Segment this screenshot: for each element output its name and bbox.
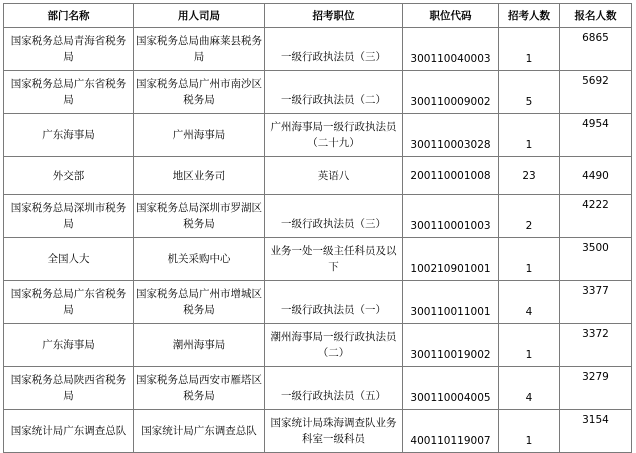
cell-position: 一级行政执法员（三） <box>265 28 403 71</box>
table-row <box>4 281 632 324</box>
cell-dept: 国家税务总局广东省税务局 <box>4 281 134 324</box>
cell-quota: 1 <box>499 238 560 281</box>
cell-quota: 2 <box>499 195 560 238</box>
cell-position: 业务一处一级主任科员及以下 <box>265 238 403 281</box>
cell-code: 300110040003 <box>403 28 499 71</box>
cell-position: 一级行政执法员（二） <box>265 71 403 114</box>
cell-applicants: 3372 <box>560 324 632 367</box>
cell-position: 英语八 <box>265 157 403 195</box>
cell-code: 200110001008 <box>403 157 499 195</box>
cell-position: 一级行政执法员（三） <box>265 195 403 238</box>
cell-code: 100210901001 <box>403 238 499 281</box>
cell-quota: 1 <box>499 28 560 71</box>
table-row <box>4 195 632 238</box>
cell-bureau: 地区业务司 <box>134 157 265 195</box>
cell-dept: 国家税务总局广东省税务局 <box>4 71 134 114</box>
table-row <box>4 367 632 410</box>
cell-applicants: 4490 <box>560 157 632 195</box>
cell-bureau: 广州海事局 <box>134 114 265 157</box>
cell-dept: 国家统计局广东调查总队 <box>4 410 134 453</box>
header-applicants: 报名人数 <box>560 4 632 28</box>
cell-code: 300110009002 <box>403 71 499 114</box>
table-row <box>4 410 632 453</box>
table-body <box>4 28 632 453</box>
table-row <box>4 238 632 281</box>
cell-bureau: 国家税务总局广州市南沙区税务局 <box>134 71 265 114</box>
header-row <box>4 4 632 28</box>
cell-code: 300110019002 <box>403 324 499 367</box>
cell-dept: 国家税务总局深圳市税务局 <box>4 195 134 238</box>
cell-applicants: 3500 <box>560 238 632 281</box>
cell-position: 潮州海事局一级行政执法员（二） <box>265 324 403 367</box>
cell-dept: 广东海事局 <box>4 114 134 157</box>
cell-quota: 1 <box>499 324 560 367</box>
cell-bureau: 潮州海事局 <box>134 324 265 367</box>
cell-code: 300110003028 <box>403 114 499 157</box>
table-row <box>4 157 632 195</box>
cell-dept: 外交部 <box>4 157 134 195</box>
cell-applicants: 5692 <box>560 71 632 114</box>
cell-dept: 广东海事局 <box>4 324 134 367</box>
cell-bureau: 国家税务总局深圳市罗湖区税务局 <box>134 195 265 238</box>
table-row <box>4 324 632 367</box>
cell-bureau: 国家税务总局曲麻莱县税务局 <box>134 28 265 71</box>
cell-applicants: 3377 <box>560 281 632 324</box>
header-code: 职位代码 <box>403 4 499 28</box>
cell-applicants: 4222 <box>560 195 632 238</box>
cell-applicants: 3279 <box>560 367 632 410</box>
cell-applicants: 4954 <box>560 114 632 157</box>
cell-code: 300110001003 <box>403 195 499 238</box>
cell-dept: 国家税务总局陕西省税务局 <box>4 367 134 410</box>
header-position: 招考职位 <box>265 4 403 28</box>
cell-position: 一级行政执法员（一） <box>265 281 403 324</box>
cell-bureau: 国家税务总局广州市增城区税务局 <box>134 281 265 324</box>
cell-position: 国家统计局珠海调查队业务科室一级科员 <box>265 410 403 453</box>
header-quota: 招考人数 <box>499 4 560 28</box>
cell-position: 广州海事局一级行政执法员（二十九） <box>265 114 403 157</box>
cell-dept: 全国人大 <box>4 238 134 281</box>
table-row <box>4 114 632 157</box>
cell-code: 400110119007 <box>403 410 499 453</box>
applicants-table <box>3 3 632 453</box>
cell-bureau: 机关采购中心 <box>134 238 265 281</box>
cell-quota: 4 <box>499 281 560 324</box>
header-bureau: 用人司局 <box>134 4 265 28</box>
cell-quota: 23 <box>499 157 560 195</box>
cell-quota: 4 <box>499 367 560 410</box>
table-row <box>4 71 632 114</box>
cell-quota: 1 <box>499 114 560 157</box>
cell-bureau: 国家税务总局西安市雁塔区税务局 <box>134 367 265 410</box>
cell-position: 一级行政执法员（五） <box>265 367 403 410</box>
cell-bureau: 国家统计局广东调查总队 <box>134 410 265 453</box>
cell-applicants: 3154 <box>560 410 632 453</box>
table-row <box>4 28 632 71</box>
cell-applicants: 6865 <box>560 28 632 71</box>
cell-code: 300110011001 <box>403 281 499 324</box>
header-dept: 部门名称 <box>4 4 134 28</box>
cell-dept: 国家税务总局青海省税务局 <box>4 28 134 71</box>
cell-quota: 5 <box>499 71 560 114</box>
cell-code: 300110004005 <box>403 367 499 410</box>
cell-quota: 1 <box>499 410 560 453</box>
